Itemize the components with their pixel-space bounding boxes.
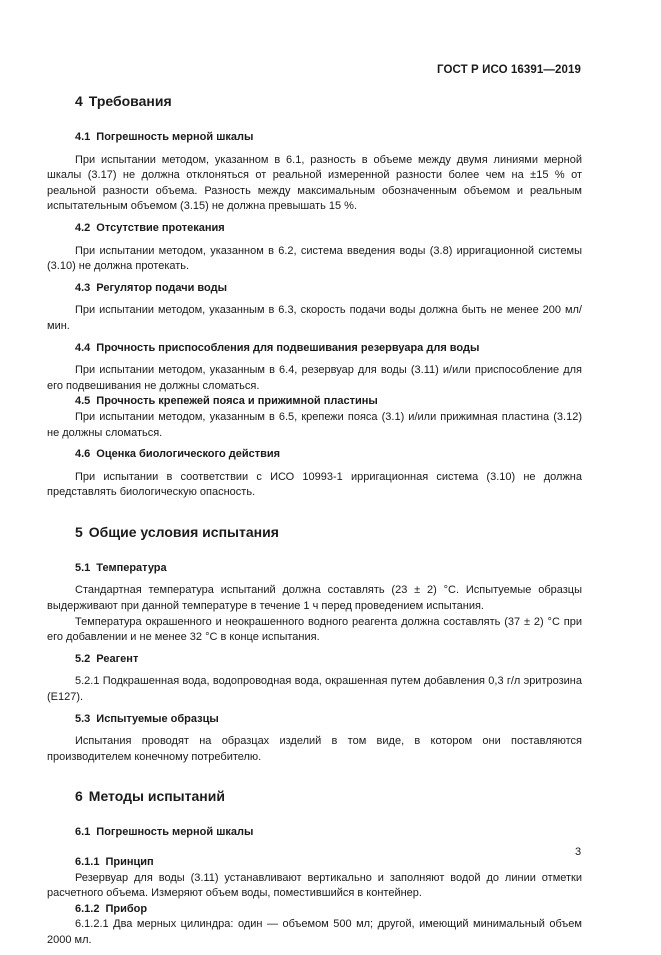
subsection-title: Температура (96, 561, 167, 574)
section-number: 5 (75, 523, 83, 540)
paragraph-5-2-1: 5.2.1 Подкрашенная вода, водопроводная вода, окрашенная путем добавления 0,3 г/л эритрозина (Е127). (47, 675, 582, 704)
subsection-number: 4.4 (75, 341, 91, 354)
subsection-number: 5.1 (75, 561, 91, 574)
subsection-title: Погрешность мерной шкалы (96, 826, 254, 839)
paragraph-4-5: При испытании методом, указанным в 6.5, крепежи пояса (3.1) и/или прижимная пластина (3.12) не должны сломаться. (47, 410, 582, 439)
subsection-title: Прибор (105, 902, 148, 915)
page-number: 3 (575, 846, 582, 858)
paragraph-5-1-a: Стандартная температура испытаний должна составлять (23 ± 2) °С. Испытуемые образцы выдерживают при данной температуре в течение 1 ч перед проведением испытания. (47, 584, 582, 613)
subsection-5-1-heading (47, 561, 582, 577)
paragraph-4-1: При испытании методом, указанном в 6.1, разность в объеме между двумя линиями мерной шкалы (3.17) не должна отклоняться от реальной измеренной разности более чем на ±15 % от реальной разности объема. Разность между максимальным обозначенным объемом и реальным испытательным объемом (3.15) не должна превышать 15 %. (47, 153, 582, 213)
section-number: 4 (75, 93, 83, 109)
subsection-title: Принцип (105, 856, 154, 868)
section-title: Общие условия испытания (88, 523, 279, 540)
subsection-number: 5.2 (75, 652, 91, 665)
subsection-title: Отсутствие протекания (96, 221, 225, 234)
subsection-4-3-heading (47, 281, 582, 297)
subsection-6-1-1-heading (47, 855, 582, 871)
paragraph-6-1-2-1: 6.1.2.1 Два мерных цилиндра: один — объемом 500 мл; другой, имеющий минимальный объем 2000 мл. (47, 918, 582, 946)
subsection-number: 6.1.1 (75, 856, 100, 868)
subsection-title: Реагент (96, 652, 139, 665)
subsection-title: Испытуемые образцы (96, 712, 219, 725)
subsection-title: Оценка биологического действия (96, 448, 281, 461)
subsection-4-4-heading (47, 341, 582, 357)
subsection-number: 6.1 (75, 826, 91, 839)
subsection-number: 5.3 (75, 712, 91, 725)
paragraph-5-1-b: Температура окрашенного и неокрашенного водного реагента должна составлять (37 ± 2) °С при его добавлении и не менее 32 °С в конце испытания. (47, 615, 582, 644)
section-6-heading (47, 787, 582, 805)
subsection-5-3-heading (47, 712, 582, 728)
subsection-number: 4.6 (75, 448, 91, 461)
subsection-4-1-heading (47, 130, 582, 146)
section-number: 6 (75, 788, 83, 805)
subsection-5-2-heading (47, 652, 582, 668)
document-id-header: ГОСТ Р ИСО 16391—2019 (436, 64, 581, 76)
paragraph-4-3: При испытании методом, указанным в 6.3, скорость подачи воды должна быть не менее 200 мл/мин. (47, 304, 582, 332)
subsection-number: 4.1 (75, 131, 91, 143)
subsection-number: 4.2 (75, 221, 91, 234)
paragraph-4-6: При испытании в соответствии с ИСО 10993-1 ирригационная система (3.10) не должна представлять биологическую опасность. (47, 470, 582, 499)
subsection-4-2-heading (47, 221, 582, 237)
subsection-title: Прочность крепежей пояса и прижимной пластины (96, 395, 378, 408)
paragraph-4-4: При испытании методом, указанным в 6.4, резервуар для воды (3.11) и/или приспособление для его подвешивания не должны сломаться. (47, 364, 582, 392)
subsection-title: Погрешность мерной шкалы (96, 131, 254, 143)
subsection-title: Регулятор подачи воды (96, 281, 227, 294)
subsection-4-6-heading (47, 447, 582, 463)
section-5-heading (47, 523, 582, 541)
document-body (47, 92, 582, 955)
section-title: Требования (88, 93, 172, 109)
subsection-6-1-heading (47, 825, 582, 841)
paragraph-6-1-1: Резервуар для воды (3.11) устанавливают вертикально и заполняют водой до линии отметки расчетного объема. Измеряют объем воды, поместившийся в контейнер. (47, 871, 582, 900)
subsection-number: 4.3 (75, 281, 91, 294)
paragraph-4-2: При испытании методом, указанном в 6.2, система введения воды (3.8) ирригационной системы (3.10) не должна протекать. (47, 244, 582, 273)
subsection-title: Прочность приспособления для подвешивания резервуара для воды (96, 341, 480, 354)
subsection-4-5-heading (47, 394, 582, 410)
section-title: Методы испытаний (88, 788, 225, 805)
subsection-number: 6.1.2 (75, 902, 100, 915)
section-4-heading (47, 92, 582, 110)
paragraph-5-3: Испытания проводят на образцах изделий в том виде, в котором они поставляются производителем конечному потребителю. (47, 735, 582, 763)
subsection-number: 4.5 (75, 395, 91, 408)
subsection-6-1-2-heading (47, 902, 582, 918)
